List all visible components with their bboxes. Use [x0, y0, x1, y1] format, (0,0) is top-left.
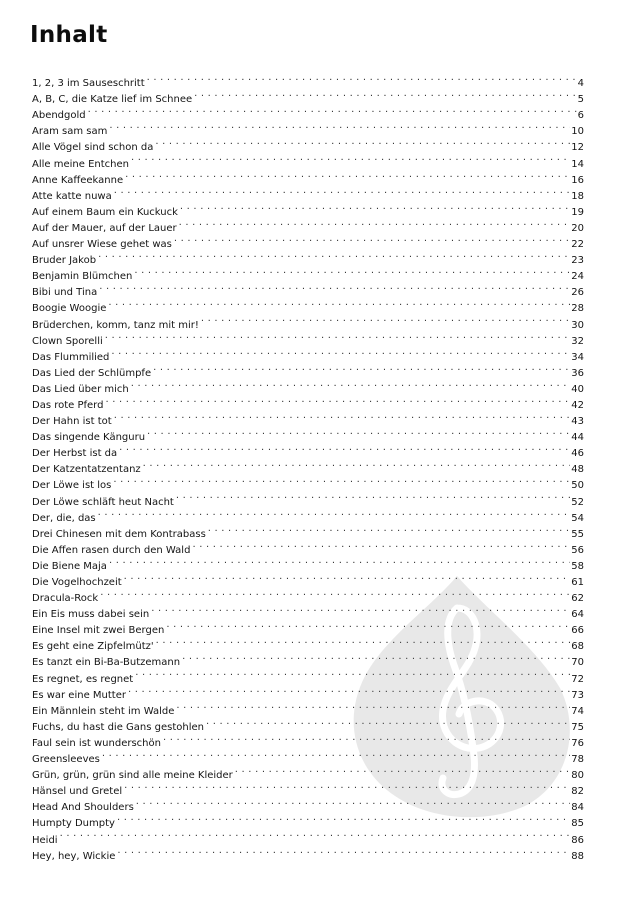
- toc-entry-page-number: 80: [571, 770, 584, 782]
- toc-dot-leader: [151, 601, 570, 617]
- toc-entry[interactable]: [32, 746, 584, 766]
- toc-entry-page-number: 86: [571, 834, 584, 846]
- toc-entry-page-number: 68: [571, 641, 584, 653]
- toc-entry[interactable]: [32, 826, 584, 846]
- toc-dot-leader: [143, 456, 571, 472]
- toc-entry-title: Auf einem Baum ein Kuckuck: [32, 206, 178, 218]
- toc-entry-title: Es tanzt ein Bi-Ba-Butzemann: [32, 657, 181, 669]
- toc-entry-title: Alle Vögel sind schon da: [32, 142, 154, 154]
- toc-entry-title: Benjamin Blümchen: [32, 271, 133, 283]
- toc-dot-leader: [114, 408, 571, 424]
- toc-dot-leader: [155, 134, 570, 150]
- toc-entry-page-number: 70: [571, 657, 584, 669]
- toc-entry-page-number: 4: [577, 78, 584, 90]
- toc-entry-page-number: 20: [571, 222, 584, 234]
- toc-entry-title: Das singende Känguru: [32, 432, 146, 444]
- toc-entry-page-number: 52: [571, 496, 584, 508]
- toc-dot-leader: [124, 569, 571, 585]
- toc-entry-page-number: 28: [571, 303, 584, 315]
- toc-dot-leader: [119, 440, 570, 456]
- toc-entry[interactable]: [32, 360, 584, 379]
- toc-entry-page-number: 46: [571, 448, 584, 460]
- toc-entry[interactable]: [32, 585, 584, 605]
- toc-entry[interactable]: [32, 102, 584, 122]
- toc-entry-title: Ein Männlein steht im Walde: [32, 705, 175, 717]
- toc-dot-leader: [180, 199, 570, 215]
- toc-entry-title: Aram sam sam: [32, 126, 108, 138]
- toc-entry-page-number: 23: [571, 255, 584, 267]
- toc-entry[interactable]: [32, 601, 584, 621]
- toc-dot-leader: [156, 633, 571, 649]
- toc-entry-page-number: 18: [571, 190, 584, 202]
- toc-entry-page-number: 34: [571, 351, 584, 363]
- toc-dot-leader: [114, 183, 571, 199]
- toc-dot-leader: [100, 585, 570, 601]
- toc-dot-leader: [98, 505, 571, 521]
- toc-entry-page-number: 85: [571, 818, 584, 830]
- toc-entry-page-number: 5: [577, 94, 584, 106]
- toc-entry-title: Der Katzentatzentanz: [32, 464, 141, 476]
- toc-dot-leader: [124, 778, 570, 794]
- toc-entry-title: Fuchs, du hast die Gans gestohlen: [32, 721, 205, 733]
- toc-entry[interactable]: [32, 295, 584, 315]
- toc-entry[interactable]: [32, 553, 584, 572]
- toc-entry-title: Anne Kaffeekanne: [32, 174, 124, 186]
- toc-entry-page-number: 73: [571, 689, 584, 701]
- toc-entry[interactable]: [32, 344, 584, 363]
- toc-entry-page-number: 36: [571, 367, 584, 379]
- toc-entry-page-number: 48: [571, 464, 584, 476]
- toc-entry-title: Die Vogelhochzeit: [32, 577, 122, 588]
- toc-entry[interactable]: [32, 392, 584, 411]
- toc-entry-title: Das Flummilied: [32, 351, 110, 363]
- toc-dot-leader: [163, 730, 570, 746]
- toc-entry-page-number: 56: [571, 544, 584, 556]
- toc-dot-leader: [201, 311, 570, 327]
- toc-entry-title: Eine Insel mit zwei Bergen: [32, 625, 165, 637]
- toc-entry-page-number: 30: [571, 319, 584, 331]
- toc-entry-title: Die Affen rasen durch den Wald: [32, 544, 191, 556]
- toc-dot-leader: [147, 70, 577, 86]
- toc-entry-page-number: 40: [571, 383, 584, 395]
- toc-entry-page-number: 12: [571, 142, 584, 154]
- toc-dot-leader: [111, 344, 570, 360]
- toc-entry[interactable]: [32, 70, 584, 90]
- toc-entry-title: Es regnet, es regnet: [32, 673, 134, 685]
- toc-dot-leader: [131, 376, 571, 392]
- toc-entry-title: Ein Eis muss dabei sein: [32, 609, 150, 621]
- toc-entry-title: Auf der Mauer, auf der Lauer: [32, 222, 177, 234]
- toc-entry-title: Boogie Woogie: [32, 303, 107, 315]
- toc-entry-page-number: 22: [571, 239, 584, 251]
- toc-entry-page-number: 74: [571, 705, 584, 717]
- toc-entry-title: Auf unsrer Wiese gehet was: [32, 239, 172, 251]
- toc-dot-leader: [105, 392, 570, 408]
- toc-entry-page-number: 66: [571, 625, 584, 637]
- toc-entry[interactable]: [32, 118, 584, 138]
- toc-entry-page-number: 76: [571, 737, 584, 749]
- toc-entry-title: Drei Chinesen mit dem Kontrabass: [32, 528, 206, 540]
- toc-dot-leader: [208, 521, 570, 537]
- toc-dot-leader: [176, 698, 570, 714]
- toc-entry-title: Bibi und Tina: [32, 287, 98, 299]
- toc-entry-page-number: 42: [571, 399, 584, 411]
- toc-entry-title: Das rote Pferd: [32, 399, 104, 411]
- toc-entry[interactable]: [32, 472, 584, 492]
- toc-dot-leader: [131, 150, 570, 166]
- toc-entry-page-number: 50: [571, 480, 584, 492]
- toc-dot-leader: [135, 665, 570, 681]
- toc-dot-leader: [113, 472, 570, 488]
- toc-entry-title: Hänsel und Gretel: [32, 786, 123, 798]
- toc-dot-leader: [98, 247, 570, 263]
- toc-entry-title: Faul sein ist wunderschön: [32, 737, 161, 749]
- toc-entry-page-number: 62: [571, 593, 584, 605]
- toc-dot-leader: [117, 810, 570, 826]
- toc-entry-page-number: 75: [571, 721, 584, 733]
- toc-entry-title: Humpty Dumpty: [32, 818, 115, 830]
- toc-entry-title: Das Lied über mich: [32, 383, 129, 395]
- toc-entry-page-number: 84: [571, 802, 584, 814]
- toc-dot-leader: [88, 102, 577, 118]
- toc-entry[interactable]: [32, 408, 584, 428]
- toc-dot-leader: [206, 714, 570, 730]
- toc-entry[interactable]: [32, 762, 584, 782]
- toc-entry-title: Der Löwe ist los: [32, 480, 112, 492]
- toc-entry-title: Bruder Jakob: [32, 255, 97, 267]
- toc-entry-page-number: 19: [571, 206, 584, 218]
- toc-entry[interactable]: [32, 134, 584, 154]
- toc-entry-title: Hey, hey, Wickie: [32, 850, 116, 862]
- table-of-contents: [32, 70, 584, 862]
- toc-entry[interactable]: [32, 424, 584, 444]
- toc-entry[interactable]: [32, 199, 584, 218]
- toc-entry[interactable]: [32, 521, 584, 540]
- toc-entry-page-number: 72: [571, 673, 584, 685]
- toc-entry[interactable]: [32, 247, 584, 267]
- toc-entry-page-number: 44: [571, 432, 584, 444]
- toc-dot-leader: [108, 295, 570, 311]
- toc-entry-title: Brüderchen, komm, tanz mit mir!: [32, 319, 199, 331]
- toc-dot-leader: [176, 488, 570, 504]
- toc-entry-title: Der, die, das: [32, 512, 96, 524]
- toc-entry-title: Der Hahn ist tot: [32, 416, 112, 428]
- toc-entry-title: Das Lied der Schlümpfe: [32, 367, 152, 379]
- toc-dot-leader: [134, 263, 570, 279]
- toc-entry-page-number: 26: [571, 287, 584, 299]
- toc-entry-title: Heidi: [32, 834, 58, 846]
- toc-dot-leader: [179, 215, 571, 231]
- toc-entry[interactable]: [32, 183, 584, 202]
- toc-entry[interactable]: [32, 569, 584, 588]
- toc-entry-title: Alle meine Entchen: [32, 158, 129, 170]
- toc-dot-leader: [109, 553, 570, 569]
- toc-entry-page-number: 6: [577, 110, 584, 122]
- toc-dot-leader: [99, 279, 570, 295]
- toc-entry[interactable]: [32, 505, 584, 524]
- toc-entry-page-number: 55: [571, 528, 584, 540]
- toc-entry-page-number: 78: [571, 754, 584, 766]
- toc-entry-title: Clown Sporelli: [32, 335, 103, 347]
- toc-entry-title: Es war eine Mutter: [32, 689, 126, 701]
- toc-entry-title: Der Herbst ist da: [32, 448, 118, 460]
- toc-entry[interactable]: [32, 311, 584, 331]
- toc-entry[interactable]: [32, 279, 584, 299]
- toc-entry-title: Dracula-Rock: [32, 593, 99, 605]
- toc-dot-leader: [166, 617, 570, 633]
- toc-entry-page-number: 14: [571, 158, 584, 170]
- toc-entry-page-number: 54: [571, 512, 584, 524]
- toc-dot-leader: [109, 118, 570, 134]
- toc-dot-leader: [153, 360, 570, 376]
- toc-entry-page-number: 32: [571, 335, 584, 347]
- toc-entry-page-number: 82: [571, 786, 584, 798]
- toc-dot-leader: [102, 746, 570, 762]
- toc-entry[interactable]: [32, 328, 584, 347]
- toc-entry-title: Der Löwe schläft heut Nacht: [32, 496, 174, 508]
- toc-dot-leader: [194, 86, 576, 102]
- toc-dot-leader: [128, 682, 570, 698]
- toc-dot-leader: [147, 424, 570, 440]
- toc-dot-leader: [235, 762, 570, 778]
- toc-entry-page-number: 24: [571, 271, 584, 283]
- toc-entry-page-number: 88: [571, 850, 584, 862]
- toc-entry-title: Abendgold: [32, 110, 86, 122]
- toc-dot-leader: [125, 167, 570, 183]
- toc-entry[interactable]: [32, 263, 584, 283]
- toc-entry-title: Greensleeves: [32, 754, 100, 766]
- toc-entry-page-number: 43: [571, 416, 584, 428]
- page-title: Inhalt: [30, 22, 108, 48]
- toc-entry-title: A, B, C, die Katze lief im Schnee: [32, 94, 193, 106]
- toc-entry[interactable]: [32, 488, 584, 508]
- toc-entry-title: Die Biene Maja: [32, 560, 107, 572]
- toc-dot-leader: [174, 231, 570, 247]
- toc-dot-leader: [105, 328, 570, 344]
- toc-dot-leader: [136, 794, 570, 810]
- toc-dot-leader: [182, 649, 570, 665]
- toc-entry-title: Atte katte nuwa: [32, 190, 112, 202]
- toc-entry-page-number: 61: [571, 577, 584, 588]
- toc-dot-leader: [117, 843, 570, 859]
- toc-entry-page-number: 16: [571, 174, 584, 186]
- toc-entry-title: 1, 2, 3 im Sauseschritt: [32, 78, 145, 90]
- toc-entry[interactable]: [32, 843, 584, 862]
- toc-entry-page-number: 10: [571, 126, 584, 138]
- toc-entry-title: Head And Shoulders: [32, 802, 134, 814]
- toc-entry-page-number: 64: [571, 609, 584, 621]
- toc-dot-leader: [192, 537, 570, 553]
- toc-entry-title: Grün, grün, grün sind alle meine Kleider: [32, 770, 233, 782]
- toc-dot-leader: [60, 826, 571, 842]
- toc-entry-title: Es geht eine Zipfelmütz': [32, 641, 154, 653]
- toc-entry-page-number: 58: [571, 560, 584, 572]
